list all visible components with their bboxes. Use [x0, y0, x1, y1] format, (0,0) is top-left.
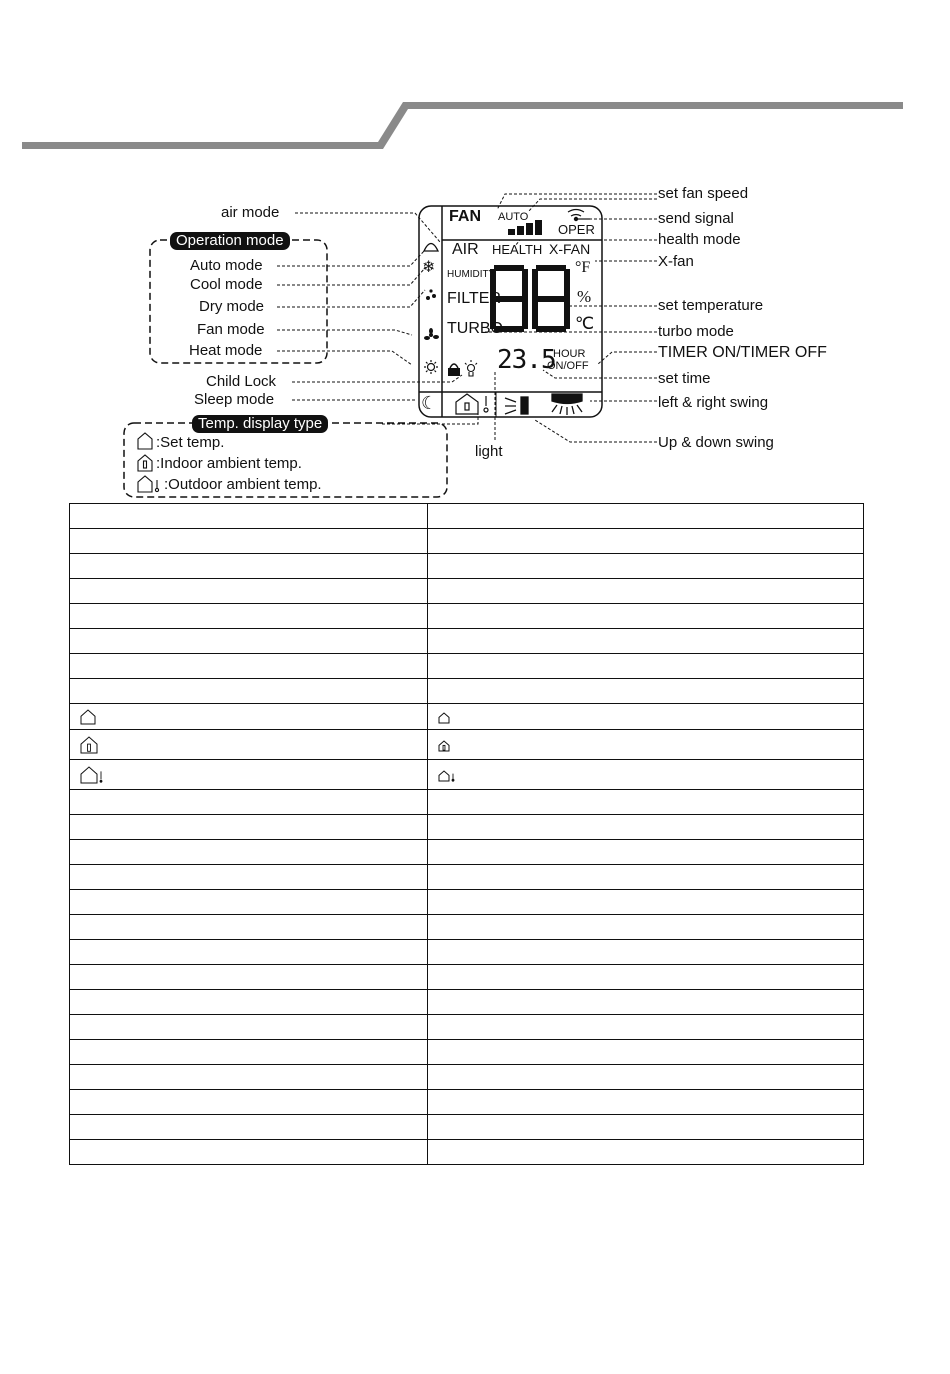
- house-outdoor-icon: [80, 766, 105, 781]
- spec-table-body: [70, 504, 864, 1165]
- lcd-fan: FAN: [449, 208, 481, 225]
- table-cell-symbol: [70, 579, 428, 604]
- table-cell-symbol: [70, 730, 428, 760]
- signal-icon: [568, 210, 590, 221]
- lcd-deg-f: °F: [575, 259, 591, 276]
- label-fan-mode: Fan mode: [197, 321, 265, 338]
- house-indoor-icon: [80, 736, 98, 751]
- spec-table: [69, 503, 864, 1165]
- temp-key-set: :Set temp.: [156, 434, 225, 451]
- table-cell-symbol: [70, 529, 428, 554]
- label-heat-mode: Heat mode: [189, 342, 263, 359]
- leader-child-lock: [292, 375, 462, 382]
- table-cell-description: [428, 704, 864, 730]
- cool-mode-icon: ❄: [422, 257, 436, 276]
- label-cool-mode: Cool mode: [190, 276, 263, 293]
- table-row: [70, 1040, 864, 1065]
- table-cell-symbol: [70, 1065, 428, 1090]
- lcd-auto: AUTO: [498, 211, 529, 223]
- table-cell-description: [428, 840, 864, 865]
- table-row: [70, 940, 864, 965]
- lcd-oper: OPER: [558, 222, 595, 237]
- lcd-air: AIR: [452, 241, 479, 258]
- table-cell-symbol: [70, 940, 428, 965]
- label-turbo-mode: turbo mode: [658, 323, 734, 340]
- operation-mode-title: Operation mode: [170, 232, 290, 250]
- leader-timer: [598, 352, 657, 364]
- label-set-fan-speed: set fan speed: [658, 185, 749, 202]
- table-cell-description: [428, 529, 864, 554]
- table-cell-symbol: [70, 840, 428, 865]
- table-cell-symbol: [70, 629, 428, 654]
- light-icon: [465, 360, 477, 376]
- table-row: [70, 990, 864, 1015]
- lcd-percent: %: [577, 287, 592, 306]
- left-right-swing-icon: [552, 394, 582, 415]
- label-timer: TIMER ON/TIMER OFF: [658, 344, 827, 361]
- lcd-xfan: X-FAN: [549, 241, 591, 257]
- table-row: [70, 1015, 864, 1040]
- table-row: [70, 965, 864, 990]
- table-cell-symbol: [70, 1140, 428, 1165]
- table-cell-description: [428, 1065, 864, 1090]
- table-row: [70, 704, 864, 730]
- house-set-icon: [80, 708, 96, 723]
- table-cell-description: [428, 679, 864, 704]
- table-cell-symbol: [70, 890, 428, 915]
- header-bar: [0, 0, 950, 160]
- table-cell-symbol: [70, 815, 428, 840]
- table-cell-description: [428, 965, 864, 990]
- lcd-turbo: TURBO: [447, 320, 503, 337]
- fan-mode-icon: [424, 328, 439, 340]
- leader-ud-swing: [535, 420, 657, 442]
- table-cell-symbol: [70, 504, 428, 529]
- table-row: [70, 1140, 864, 1165]
- leader-fan-mode: [277, 330, 412, 335]
- table-cell-description: [428, 815, 864, 840]
- table-row: [70, 654, 864, 679]
- lcd-humidity: HUMIDITY: [447, 269, 496, 280]
- label-air-mode: air mode: [221, 204, 280, 221]
- table-cell-symbol: [70, 990, 428, 1015]
- table-cell-description: [428, 1040, 864, 1065]
- table-cell-description: [428, 865, 864, 890]
- table-cell-description: [428, 890, 864, 915]
- table-cell-symbol: [70, 790, 428, 815]
- table-row: [70, 579, 864, 604]
- table-cell-symbol: [70, 1115, 428, 1140]
- table-row: [70, 629, 864, 654]
- table-row: [70, 679, 864, 704]
- table-row: [70, 1115, 864, 1140]
- table-row: [70, 815, 864, 840]
- table-row: [70, 760, 864, 790]
- table-cell-description: [428, 915, 864, 940]
- table-cell-description: [428, 579, 864, 604]
- table-cell-description: [428, 1140, 864, 1165]
- label-set-time: set time: [658, 370, 711, 387]
- table-cell-symbol: [70, 704, 428, 730]
- label-send-signal: send signal: [658, 210, 734, 227]
- leader-cool-mode: [277, 268, 425, 285]
- table-row: [70, 865, 864, 890]
- table-row: [70, 890, 864, 915]
- heat-mode-icon: [424, 360, 438, 374]
- leader-dry-mode: [277, 290, 425, 307]
- house-set-small-icon: [438, 709, 450, 724]
- table-row: [70, 1065, 864, 1090]
- table-cell-symbol: [70, 679, 428, 704]
- lcd-temp-type-icon: [456, 394, 488, 414]
- outdoor-temp-key-icon: [138, 476, 159, 492]
- leader-auto-mode: [277, 250, 425, 266]
- label-auto-mode: Auto mode: [190, 257, 263, 274]
- indoor-temp-key-icon: [138, 455, 152, 471]
- table-cell-symbol: [70, 865, 428, 890]
- table-cell-symbol: [70, 604, 428, 629]
- temp-key-outdoor: :Outdoor ambient temp.: [164, 476, 322, 493]
- table-cell-description: [428, 1090, 864, 1115]
- label-set-temperature: set temperature: [658, 297, 764, 314]
- table-cell-symbol: [70, 965, 428, 990]
- table-cell-description: [428, 629, 864, 654]
- table-cell-description: [428, 730, 864, 760]
- child-lock-icon: [448, 364, 460, 376]
- header-bar-shape: [22, 102, 903, 149]
- up-down-swing-icon: [505, 397, 528, 414]
- fan-bar-4: [535, 220, 542, 235]
- table-row: [70, 790, 864, 815]
- label-child-lock: Child Lock: [206, 373, 277, 390]
- table-cell-symbol: [70, 554, 428, 579]
- table-cell-description: [428, 1115, 864, 1140]
- fan-bar-1: [508, 229, 515, 235]
- table-cell-description: [428, 604, 864, 629]
- temp-display-title: Temp. display type: [192, 415, 328, 433]
- table-cell-description: [428, 554, 864, 579]
- table-row: [70, 840, 864, 865]
- table-cell-symbol: [70, 1090, 428, 1115]
- table-row: [70, 554, 864, 579]
- table-cell-symbol: [70, 915, 428, 940]
- auto-mode-icon: [424, 244, 438, 252]
- label-dry-mode: Dry mode: [199, 298, 265, 315]
- table-cell-description: [428, 760, 864, 790]
- table-cell-symbol: [70, 654, 428, 679]
- label-up-down-swing: Up & down swing: [658, 434, 774, 451]
- table-cell-description: [428, 654, 864, 679]
- table-cell-symbol: [70, 760, 428, 790]
- lcd-health: HEALTH: [492, 242, 543, 257]
- table-row: [70, 915, 864, 940]
- table-cell-description: [428, 1015, 864, 1040]
- table-cell-description: [428, 790, 864, 815]
- table-cell-description: [428, 940, 864, 965]
- table-cell-symbol: [70, 1040, 428, 1065]
- label-x-fan: X-fan: [658, 253, 694, 270]
- set-temp-key-icon: [138, 433, 152, 449]
- table-cell-description: [428, 504, 864, 529]
- dry-mode-icon: [426, 289, 436, 300]
- lcd-filter: FILTER: [447, 290, 501, 307]
- temp-key-indoor: :Indoor ambient temp.: [156, 455, 302, 472]
- table-cell-symbol: [70, 1015, 428, 1040]
- label-left-right-swing: left & right swing: [658, 394, 769, 411]
- remote-display-diagram: [0, 170, 950, 500]
- table-cell-description: [428, 990, 864, 1015]
- house-indoor-small-icon: [438, 737, 450, 752]
- table-row: [70, 504, 864, 529]
- lcd-time-digits: 23.5: [497, 345, 556, 375]
- lcd-deg-c: ℃: [575, 314, 595, 333]
- sleep-mode-icon: ☾: [421, 393, 438, 414]
- label-sleep-mode: Sleep mode: [194, 391, 275, 408]
- table-row: [70, 529, 864, 554]
- fan-bar-2: [517, 226, 524, 235]
- table-row: [70, 604, 864, 629]
- house-outdoor-small-icon: [438, 767, 457, 782]
- label-light: light: [475, 443, 503, 460]
- leader-fan-speed: [497, 194, 657, 210]
- table-row: [70, 730, 864, 760]
- lcd-hour: HOUR: [553, 348, 586, 360]
- table-row: [70, 1090, 864, 1115]
- lcd-on-off: ON/OFF: [547, 360, 589, 372]
- label-health-mode: health mode: [658, 231, 741, 248]
